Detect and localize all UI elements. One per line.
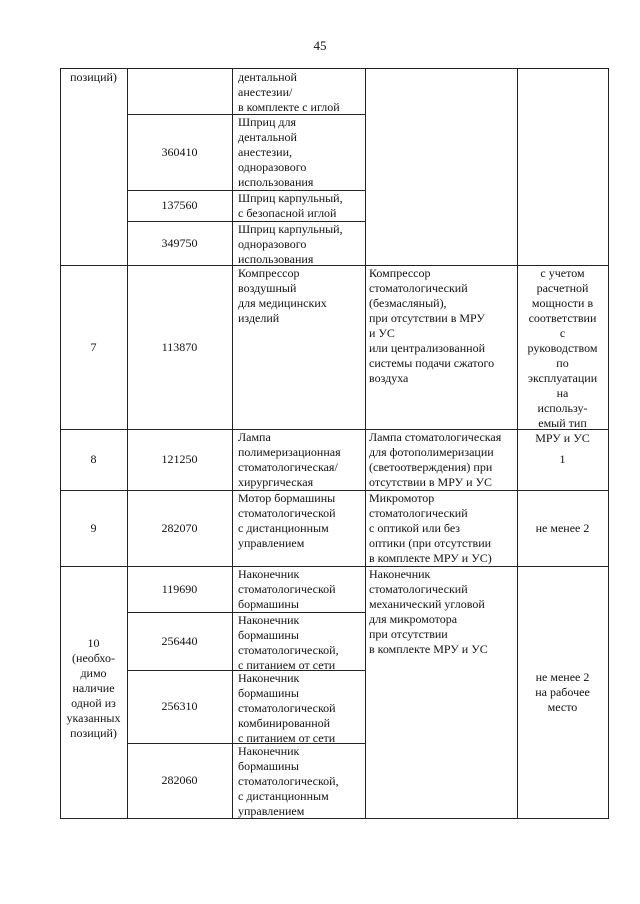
table-vline-2 (232, 68, 233, 819)
cell-quantity: не менее 2 на рабочее место (535, 669, 590, 714)
cell-row-number: 10 (необхо- димо наличие одной из указанных позиций) (66, 636, 121, 740)
cell-code: 137560 (161, 198, 198, 212)
page-number: 45 (313, 38, 327, 53)
cell-name: Шприц для дентальной анестезии, одноразового использования (238, 115, 314, 189)
cell-quantity: 1 (559, 452, 566, 466)
cell-description: Наконечник стоматологический механический угловой для микромотора при отсутствии в комплекте МРУ и УС (369, 567, 488, 656)
cell-description: Лампа стоматологическая для фотополимеризации (светоотверждения) при отсутствии в МРУ и УС (369, 430, 502, 489)
cell-code: 349750 (161, 235, 198, 250)
cell-code: 113870 (161, 339, 198, 354)
cell-row-number: 9 (90, 520, 97, 535)
cell-row-number: 7 (90, 339, 97, 354)
cell-description: Компрессор стоматологический (безмасляный), при отсутствии в МРУ и УС или централизованной системы подачи сжатого воздуха (369, 266, 495, 385)
cell-description: Микромотор стоматологический с оптикой или без оптики (при отсутствии в комплекте МРУ и УС) (369, 491, 492, 565)
cell-quantity: с учетом расчетной мощности в соответствии с руководством по эксплуатации на использу- емый тип МРУ и УС (527, 266, 598, 445)
cell-code: 360410 (161, 144, 198, 159)
cell-name: Наконечник стоматологической бормашины (238, 567, 336, 611)
cell-code: 119690 (161, 581, 198, 596)
cell-name: Наконечник бормашины стоматологической, с дистанционным управлением (238, 744, 339, 818)
cell-name: Шприц карпульный, одноразового использования (238, 222, 343, 266)
cell-quantity: не менее 2 (535, 520, 590, 535)
cell-name: Шприц карпульный, с безопасной иглой (238, 191, 343, 220)
cell-code: 121250 (161, 452, 198, 466)
cell-continued-num: позиций) (70, 70, 117, 84)
cell-code: 256310 (161, 699, 198, 713)
cell-name: Лампа полимеризационная стоматологическая/ хирургическая (238, 430, 341, 489)
cell-name: Мотор бормашины стоматологической с дистанционным управлением (238, 491, 336, 550)
cell-row-number: 8 (90, 452, 97, 466)
table-top-border (60, 68, 609, 69)
table-vline-5 (608, 68, 609, 819)
cell-code: 282060 (161, 773, 198, 787)
cell-name: Компрессор воздушный для медицинских изделий (238, 266, 327, 325)
cell-code: 256440 (161, 633, 198, 648)
table-vline-3 (365, 68, 366, 819)
cell-code: 282070 (161, 520, 198, 535)
cell-name: Наконечник бормашины стоматологической, с питанием от сети (238, 613, 339, 672)
cell-continued-name: дентальной анестезии/ в комплекте с иглой (238, 70, 340, 114)
cell-name: Наконечник бормашины стоматологической комбинированной с питанием от сети (238, 671, 336, 745)
